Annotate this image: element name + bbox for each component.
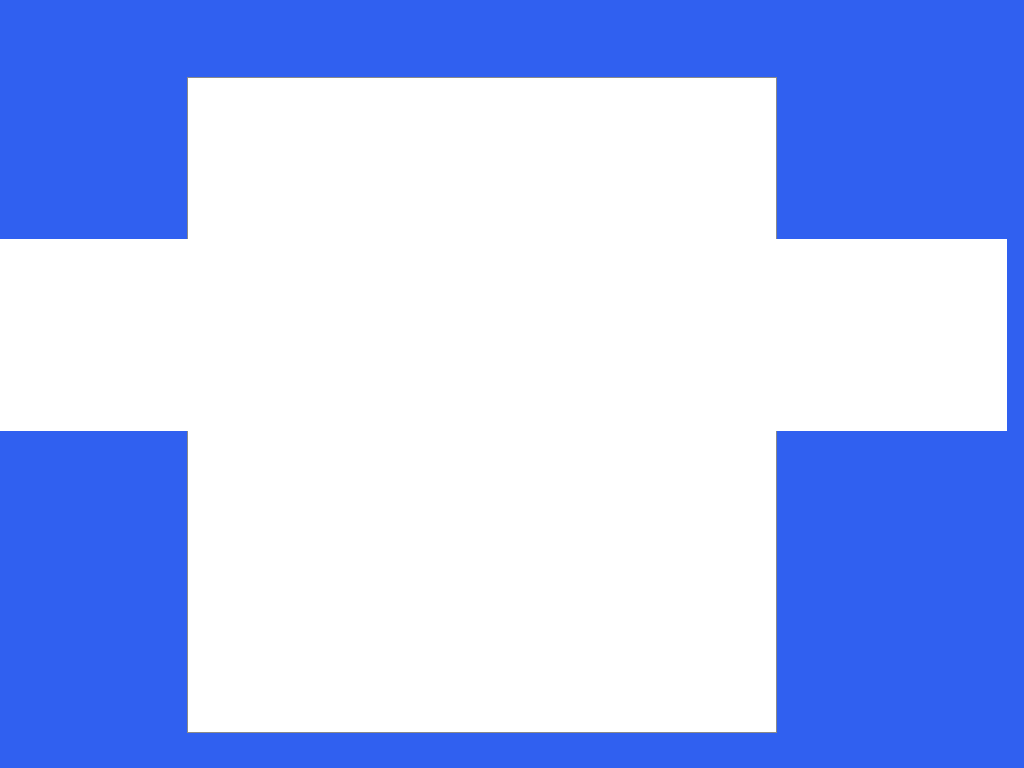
zoomed-table-callout <box>0 239 1007 431</box>
